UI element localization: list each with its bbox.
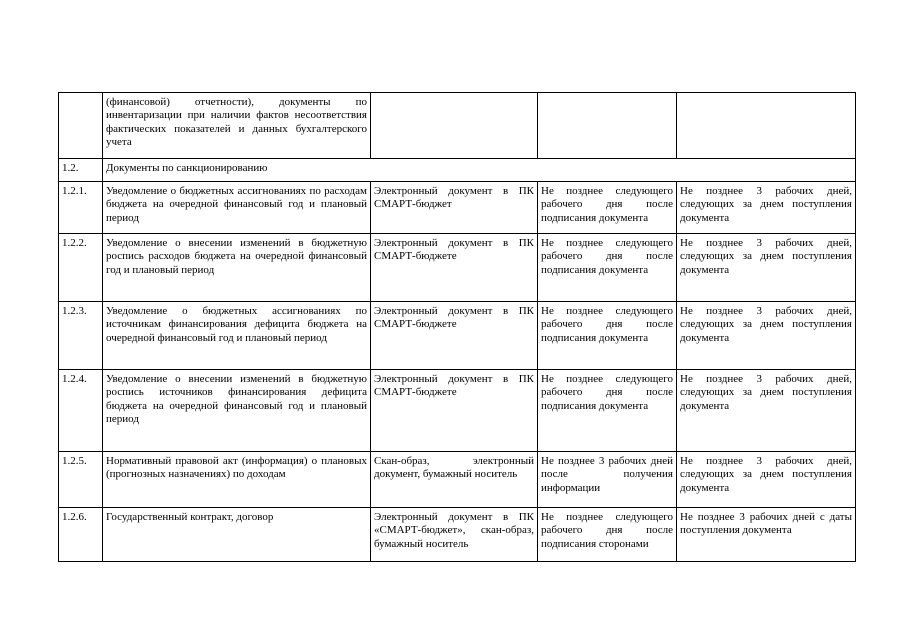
document-name: Уведомление о внесении изменений в бюджетную роспись расходов бюджета на очередной финансовый год и плановый период [103,234,371,302]
submission-deadline: Не позднее следующего рабочего дня после подписания документа [538,182,677,234]
processing-deadline: Не позднее 3 рабочих дней, следующих за днем поступления документа [677,302,856,370]
table-row [59,234,856,302]
document-name: Государственный контракт, договор [103,508,371,562]
row-number: 1.2.5. [59,452,103,508]
submission-deadline [538,93,677,159]
processing-deadline: Не позднее 3 рабочих дней, следующих за днем поступления документа [677,370,856,452]
table-row [59,508,856,562]
document-name: Уведомление о бюджетных ассигнованиях по источникам финансирования дефицита бюджета на очередной финансовый год и плановый период [103,302,371,370]
document-form: Электронный документ в ПК СМАРТ-бюджет [371,182,538,234]
submission-deadline: Не позднее следующего рабочего дня после подписания документа [538,234,677,302]
processing-deadline: Не позднее 3 рабочих дней, следующих за днем поступления документа [677,182,856,234]
submission-deadline: Не позднее следующего рабочего дня после подписания сторонами [538,508,677,562]
processing-deadline: Не позднее 3 рабочих дней, следующих за днем поступления документа [677,234,856,302]
documents-table [58,92,856,562]
row-number [59,93,103,159]
section-title: Документы по санкционированию [103,159,856,182]
row-number: 1.2.2. [59,234,103,302]
table-row [59,93,856,159]
section-number: 1.2. [59,159,103,182]
table-row [59,182,856,234]
document-name: Нормативный правовой акт (информация) о плановых (прогнозных назначениях) по доходам [103,452,371,508]
document-form [371,93,538,159]
section-row [59,159,856,182]
submission-deadline: Не позднее следующего рабочего дня после подписания документа [538,302,677,370]
document-form: Электронный документ в ПК СМАРТ-бюджете [371,370,538,452]
table-row [59,370,856,452]
row-number: 1.2.6. [59,508,103,562]
submission-deadline: Не позднее 3 рабочих дней после получения информации [538,452,677,508]
row-number: 1.2.4. [59,370,103,452]
row-number: 1.2.1. [59,182,103,234]
document-form: Электронный документ в ПК «СМАРТ-бюджет», скан-образ, бумажный носитель [371,508,538,562]
document-form: Электронный документ в ПК СМАРТ-бюджете [371,302,538,370]
processing-deadline: Не позднее 3 рабочих дней с даты поступления документа [677,508,856,562]
row-number: 1.2.3. [59,302,103,370]
processing-deadline: Не позднее 3 рабочих дней, следующих за днем поступления документа [677,452,856,508]
table-row [59,302,856,370]
document-name: Уведомление о бюджетных ассигнованиях по расходам бюджета на очередной финансовый год и плановый период [103,182,371,234]
processing-deadline [677,93,856,159]
document-form: Скан-образ, электронный документ, бумажный носитель [371,452,538,508]
document-name: Уведомление о внесении изменений в бюджетную роспись источников финансирования дефицита бюджета на очередной финансовый год и плановый период [103,370,371,452]
document-form: Электронный документ в ПК СМАРТ-бюджете [371,234,538,302]
table-row [59,452,856,508]
document-name: (финансовой) отчетности), документы по инвентаризации при наличии фактов несоответствия фактических показателей и данных бухгалтерского учета [103,93,371,159]
submission-deadline: Не позднее следующего рабочего дня после подписания документа [538,370,677,452]
